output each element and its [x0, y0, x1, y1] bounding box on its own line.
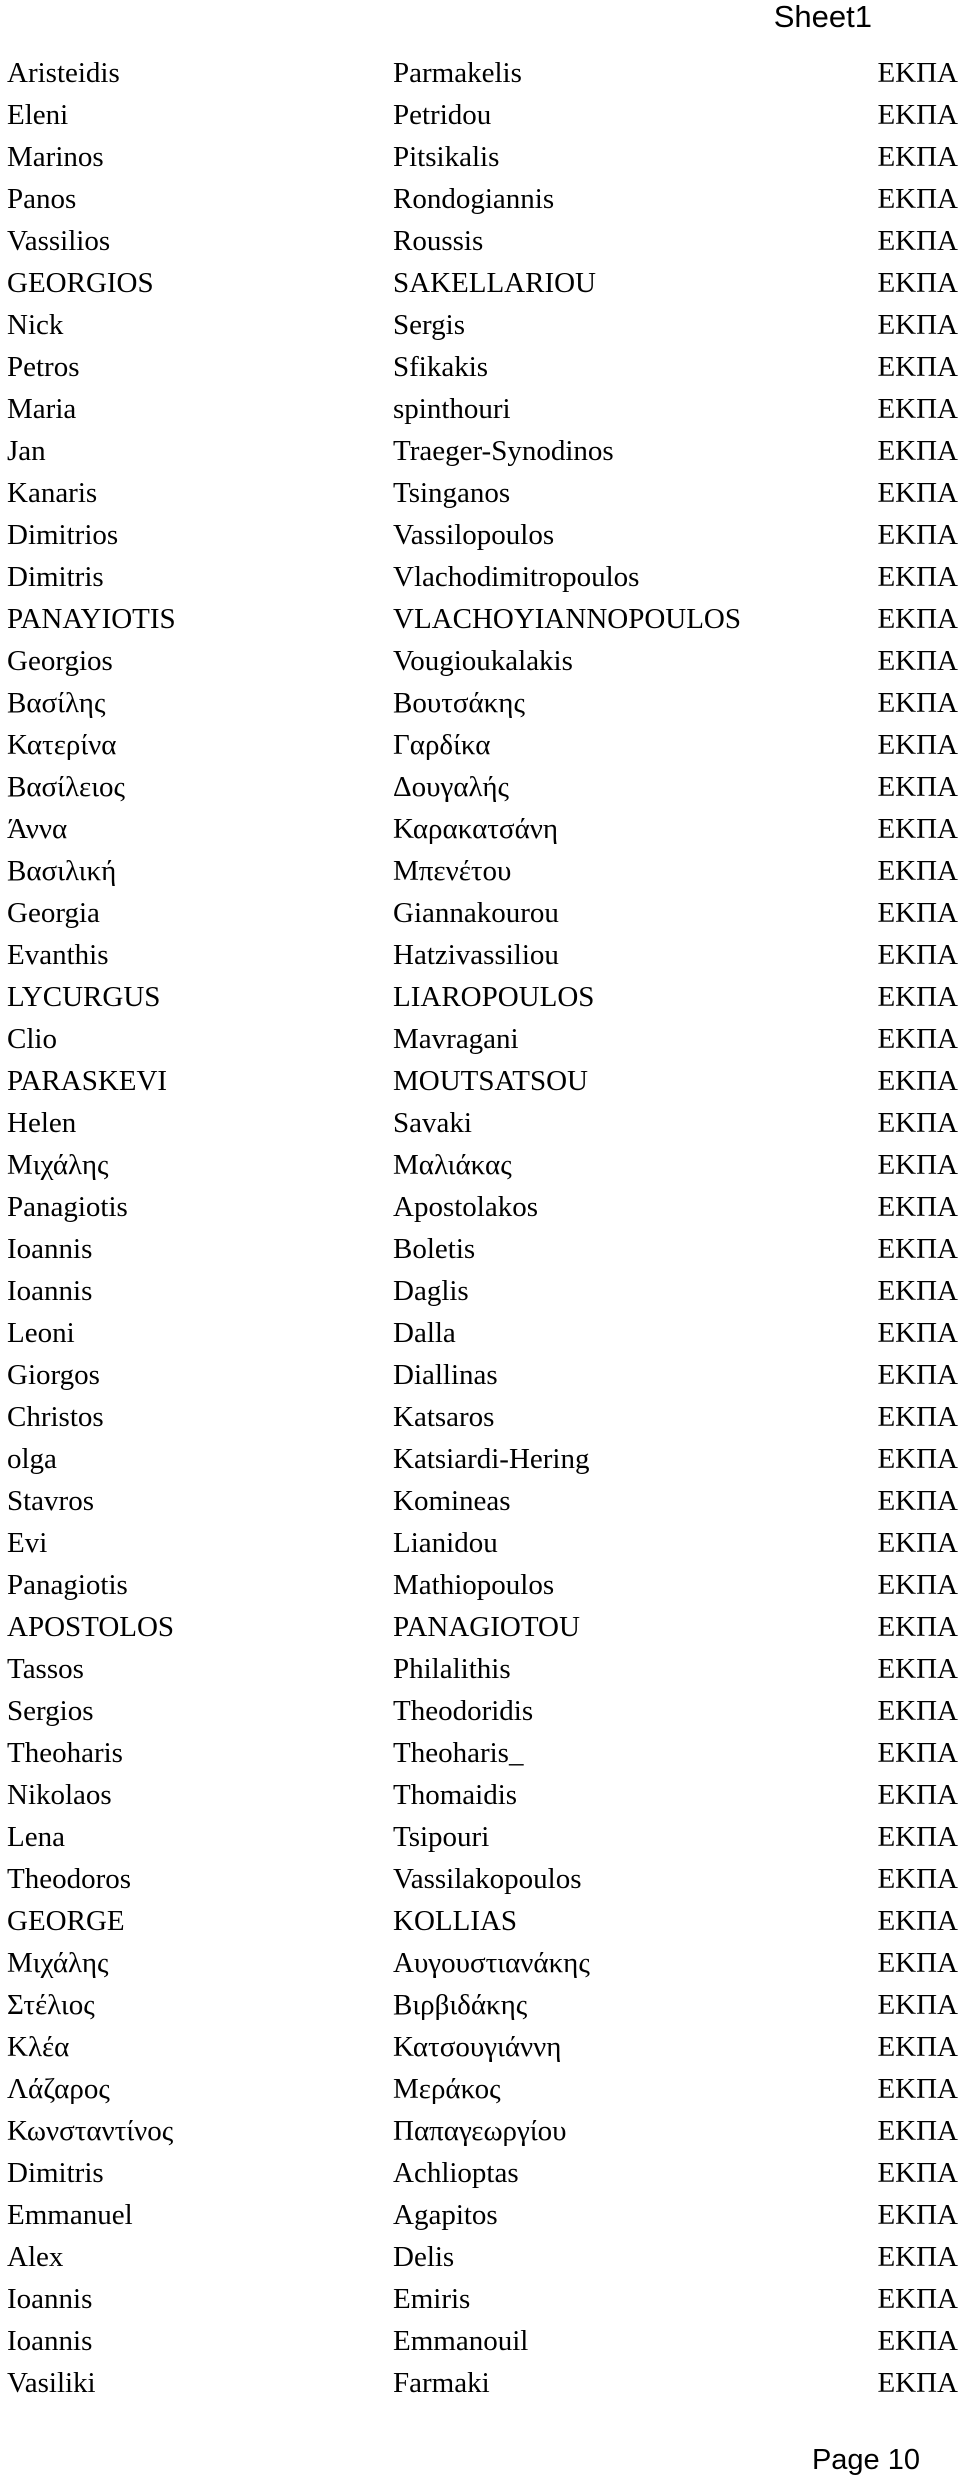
- last-name-cell: Βουτσάκης: [393, 687, 525, 719]
- institution-cell: ΕΚΠΑ: [877, 687, 958, 719]
- institution-cell: ΕΚΠΑ: [877, 1023, 958, 1055]
- institution-cell: ΕΚΠΑ: [877, 1107, 958, 1139]
- first-name-cell: Vasiliki: [7, 2367, 96, 2399]
- last-name-cell: Katsaros: [393, 1401, 495, 1433]
- institution-cell: ΕΚΠΑ: [877, 1359, 958, 1391]
- last-name-cell: Delis: [393, 2241, 455, 2273]
- institution-cell: ΕΚΠΑ: [877, 855, 958, 887]
- last-name-cell: Parmakelis: [393, 57, 522, 89]
- table-row: [7, 2236, 958, 2278]
- institution-cell: ΕΚΠΑ: [877, 1695, 958, 1727]
- last-name-cell: Αυγουστιανάκης: [393, 1947, 590, 1979]
- table-row: [7, 1564, 958, 1606]
- institution-cell: ΕΚΠΑ: [877, 2157, 958, 2189]
- last-name-cell: Sfikakis: [393, 351, 489, 383]
- first-name-cell: PARASKEVI: [7, 1065, 168, 1097]
- first-name-cell: Nick: [7, 309, 64, 341]
- last-name-cell: VLACHOYIANNOPOULOS: [393, 603, 741, 635]
- first-name-cell: Ioannis: [7, 1233, 93, 1265]
- first-name-cell: Μιχάλης: [7, 1947, 109, 1979]
- last-name-cell: Βιρβιδάκης: [393, 1989, 528, 2021]
- table-row: [7, 472, 958, 514]
- institution-cell: ΕΚΠΑ: [877, 267, 958, 299]
- institution-cell: ΕΚΠΑ: [877, 519, 958, 551]
- institution-cell: ΕΚΠΑ: [877, 141, 958, 173]
- first-name-cell: Kanaris: [7, 477, 98, 509]
- first-name-cell: Βασιλική: [7, 855, 117, 887]
- institution-cell: ΕΚΠΑ: [877, 1065, 958, 1097]
- last-name-cell: Emmanouil: [393, 2325, 529, 2357]
- table-row: [7, 1018, 958, 1060]
- last-name-cell: Pitsikalis: [393, 141, 500, 173]
- table-row: [7, 892, 958, 934]
- last-name-cell: spinthouri: [393, 393, 511, 425]
- last-name-cell: Philalithis: [393, 1653, 511, 1685]
- institution-cell: ΕΚΠΑ: [877, 1779, 958, 1811]
- table-row: [7, 1984, 958, 2026]
- last-name-cell: Vougioukalakis: [393, 645, 573, 677]
- first-name-cell: Panos: [7, 183, 77, 215]
- last-name-cell: Boletis: [393, 1233, 476, 1265]
- table-row: [7, 1606, 958, 1648]
- table-row: [7, 1816, 958, 1858]
- last-name-cell: Emiris: [393, 2283, 471, 2315]
- table-row: [7, 1312, 958, 1354]
- last-name-cell: Mathiopoulos: [393, 1569, 555, 1601]
- institution-cell: ΕΚΠΑ: [877, 561, 958, 593]
- table-row: [7, 1732, 958, 1774]
- last-name-cell: Achlioptas: [393, 2157, 519, 2189]
- last-name-cell: Giannakourou: [393, 897, 559, 929]
- table-row: [7, 766, 958, 808]
- last-name-cell: Komineas: [393, 1485, 511, 1517]
- institution-cell: ΕΚΠΑ: [877, 183, 958, 215]
- institution-cell: ΕΚΠΑ: [877, 1863, 958, 1895]
- last-name-cell: Petridou: [393, 99, 492, 131]
- first-name-cell: Sergios: [7, 1695, 94, 1727]
- table-row: [7, 1060, 958, 1102]
- institution-cell: ΕΚΠΑ: [877, 1611, 958, 1643]
- first-name-cell: Evi: [7, 1527, 48, 1559]
- first-name-cell: Evanthis: [7, 939, 109, 971]
- page-number: Page 10: [811, 2444, 920, 2476]
- last-name-cell: Theoharis_: [393, 1737, 524, 1769]
- table-row: [7, 640, 958, 682]
- first-name-cell: APOSTOLOS: [7, 1611, 175, 1643]
- first-name-cell: Leoni: [7, 1317, 75, 1349]
- name-table: [7, 52, 958, 2404]
- last-name-cell: Γαρδίκα: [393, 729, 491, 761]
- last-name-cell: LIAROPOULOS: [393, 981, 595, 1013]
- first-name-cell: Emmanuel: [7, 2199, 133, 2231]
- first-name-cell: Eleni: [7, 99, 69, 131]
- institution-cell: ΕΚΠΑ: [877, 2199, 958, 2231]
- first-name-cell: Jan: [7, 435, 46, 467]
- first-name-cell: Georgia: [7, 897, 100, 929]
- table-row: [7, 514, 958, 556]
- institution-cell: ΕΚΠΑ: [877, 2325, 958, 2357]
- first-name-cell: PANAYIOTIS: [7, 603, 176, 635]
- last-name-cell: Mavragani: [393, 1023, 519, 1055]
- table-row: [7, 1270, 958, 1312]
- first-name-cell: Κωνσταντίνος: [7, 2115, 174, 2147]
- institution-cell: ΕΚΠΑ: [877, 1569, 958, 1601]
- table-row: [7, 388, 958, 430]
- table-row: [7, 1648, 958, 1690]
- first-name-cell: Στέλιος: [7, 1989, 95, 2021]
- first-name-cell: Μιχάλης: [7, 1149, 109, 1181]
- last-name-cell: Farmaki: [393, 2367, 490, 2399]
- institution-cell: ΕΚΠΑ: [877, 1275, 958, 1307]
- table-row: [7, 94, 958, 136]
- table-row: [7, 1900, 958, 1942]
- last-name-cell: Apostolakos: [393, 1191, 538, 1223]
- last-name-cell: Sergis: [393, 309, 465, 341]
- table-row: [7, 52, 958, 94]
- table-row: [7, 1858, 958, 1900]
- first-name-cell: Ioannis: [7, 2325, 93, 2357]
- institution-cell: ΕΚΠΑ: [877, 2367, 958, 2399]
- last-name-cell: Κατσουγιάννη: [393, 2031, 562, 2063]
- first-name-cell: Georgios: [7, 645, 113, 677]
- first-name-cell: Alex: [7, 2241, 64, 2273]
- first-name-cell: Clio: [7, 1023, 57, 1055]
- institution-cell: ΕΚΠΑ: [877, 57, 958, 89]
- institution-cell: ΕΚΠΑ: [877, 897, 958, 929]
- institution-cell: ΕΚΠΑ: [877, 603, 958, 635]
- table-row: [7, 850, 958, 892]
- first-name-cell: Theodoros: [7, 1863, 132, 1895]
- table-row: [7, 2320, 958, 2362]
- table-row: [7, 598, 958, 640]
- last-name-cell: Tsipouri: [393, 1821, 490, 1853]
- table-row: [7, 2110, 958, 2152]
- first-name-cell: Dimitris: [7, 561, 104, 593]
- first-name-cell: GEORGIOS: [7, 267, 154, 299]
- institution-cell: ΕΚΠΑ: [877, 1485, 958, 1517]
- last-name-cell: Dalla: [393, 1317, 456, 1349]
- first-name-cell: Aristeidis: [7, 57, 120, 89]
- last-name-cell: Traeger-Synodinos: [393, 435, 614, 467]
- last-name-cell: KOLLIAS: [393, 1905, 518, 1937]
- table-row: [7, 2194, 958, 2236]
- institution-cell: ΕΚΠΑ: [877, 1905, 958, 1937]
- last-name-cell: Daglis: [393, 1275, 469, 1307]
- first-name-cell: Άννα: [7, 813, 68, 845]
- table-row: [7, 430, 958, 472]
- table-row: [7, 2362, 958, 2404]
- institution-cell: ΕΚΠΑ: [877, 1233, 958, 1265]
- institution-cell: ΕΚΠΑ: [877, 771, 958, 803]
- last-name-cell: Tsinganos: [393, 477, 511, 509]
- first-name-cell: Dimitris: [7, 2157, 104, 2189]
- table-row: [7, 934, 958, 976]
- last-name-cell: Μπενέτου: [393, 855, 512, 887]
- first-name-cell: Λάζαρος: [7, 2073, 110, 2105]
- institution-cell: ΕΚΠΑ: [877, 1653, 958, 1685]
- institution-cell: ΕΚΠΑ: [877, 1149, 958, 1181]
- first-name-cell: Helen: [7, 1107, 77, 1139]
- first-name-cell: Nikolaos: [7, 1779, 112, 1811]
- last-name-cell: Roussis: [393, 225, 484, 257]
- table-row: [7, 1774, 958, 1816]
- institution-cell: ΕΚΠΑ: [877, 309, 958, 341]
- table-row: [7, 1228, 958, 1270]
- table-row: [7, 1186, 958, 1228]
- institution-cell: ΕΚΠΑ: [877, 99, 958, 131]
- table-row: [7, 220, 958, 262]
- first-name-cell: Βασίλειος: [7, 771, 125, 803]
- table-row: [7, 1354, 958, 1396]
- institution-cell: ΕΚΠΑ: [877, 2031, 958, 2063]
- table-row: [7, 178, 958, 220]
- first-name-cell: Christos: [7, 1401, 104, 1433]
- institution-cell: ΕΚΠΑ: [877, 1821, 958, 1853]
- table-row: [7, 1102, 958, 1144]
- institution-cell: ΕΚΠΑ: [877, 981, 958, 1013]
- institution-cell: ΕΚΠΑ: [877, 1401, 958, 1433]
- last-name-cell: MOUTSATSOU: [393, 1065, 588, 1097]
- last-name-cell: PANAGIOTOU: [393, 1611, 580, 1643]
- first-name-cell: Giorgos: [7, 1359, 100, 1391]
- last-name-cell: Δουγαλής: [393, 771, 509, 803]
- institution-cell: ΕΚΠΑ: [877, 1947, 958, 1979]
- last-name-cell: Thomaidis: [393, 1779, 518, 1811]
- table-row: [7, 1144, 958, 1186]
- table-row: [7, 976, 958, 1018]
- institution-cell: ΕΚΠΑ: [877, 393, 958, 425]
- table-row: [7, 136, 958, 178]
- last-name-cell: SAKELLARIOU: [393, 267, 596, 299]
- table-row: [7, 1396, 958, 1438]
- last-name-cell: Vlachodimitropoulos: [393, 561, 640, 593]
- last-name-cell: Μαλιάκας: [393, 1149, 512, 1181]
- institution-cell: ΕΚΠΑ: [877, 1989, 958, 2021]
- table-row: [7, 1942, 958, 1984]
- table-row: [7, 2068, 958, 2110]
- first-name-cell: Dimitrios: [7, 519, 119, 551]
- table-row: [7, 556, 958, 598]
- last-name-cell: Vassilopoulos: [393, 519, 555, 551]
- table-row: [7, 2278, 958, 2320]
- first-name-cell: Κλέα: [7, 2031, 70, 2063]
- first-name-cell: Βασίλης: [7, 687, 106, 719]
- first-name-cell: Κατερίνα: [7, 729, 117, 761]
- institution-cell: ΕΚΠΑ: [877, 2283, 958, 2315]
- table-row: [7, 1480, 958, 1522]
- sheet-title: Sheet1: [773, 0, 872, 34]
- last-name-cell: Μεράκος: [393, 2073, 501, 2105]
- last-name-cell: Vassilakopoulos: [393, 1863, 582, 1895]
- table-row: [7, 1690, 958, 1732]
- first-name-cell: GEORGE: [7, 1905, 125, 1937]
- table-row: [7, 808, 958, 850]
- table-row: [7, 1438, 958, 1480]
- institution-cell: ΕΚΠΑ: [877, 813, 958, 845]
- first-name-cell: olga: [7, 1443, 57, 1475]
- institution-cell: ΕΚΠΑ: [877, 1443, 958, 1475]
- institution-cell: ΕΚΠΑ: [877, 2115, 958, 2147]
- last-name-cell: Lianidou: [393, 1527, 498, 1559]
- table-row: [7, 262, 958, 304]
- institution-cell: ΕΚΠΑ: [877, 1317, 958, 1349]
- institution-cell: ΕΚΠΑ: [877, 729, 958, 761]
- table-row: [7, 346, 958, 388]
- institution-cell: ΕΚΠΑ: [877, 1191, 958, 1223]
- last-name-cell: Καρακατσάνη: [393, 813, 559, 845]
- institution-cell: ΕΚΠΑ: [877, 435, 958, 467]
- first-name-cell: Panagiotis: [7, 1569, 128, 1601]
- first-name-cell: Lena: [7, 1821, 65, 1853]
- first-name-cell: Ioannis: [7, 2283, 93, 2315]
- institution-cell: ΕΚΠΑ: [877, 2073, 958, 2105]
- table-row: [7, 2152, 958, 2194]
- last-name-cell: Agapitos: [393, 2199, 498, 2231]
- last-name-cell: Diallinas: [393, 1359, 498, 1391]
- last-name-cell: Theodoridis: [393, 1695, 534, 1727]
- table-row: [7, 724, 958, 766]
- first-name-cell: LYCURGUS: [7, 981, 161, 1013]
- institution-cell: ΕΚΠΑ: [877, 1527, 958, 1559]
- first-name-cell: Theoharis: [7, 1737, 123, 1769]
- last-name-cell: Katsiardi-Hering: [393, 1443, 590, 1475]
- first-name-cell: Panagiotis: [7, 1191, 128, 1223]
- last-name-cell: Παπαγεωργίου: [393, 2115, 567, 2147]
- last-name-cell: Savaki: [393, 1107, 472, 1139]
- last-name-cell: Rondogiannis: [393, 183, 555, 215]
- first-name-cell: Stavros: [7, 1485, 94, 1517]
- first-name-cell: Ioannis: [7, 1275, 93, 1307]
- table-row: [7, 682, 958, 724]
- institution-cell: ΕΚΠΑ: [877, 351, 958, 383]
- last-name-cell: Hatzivassiliou: [393, 939, 559, 971]
- first-name-cell: Tassos: [7, 1653, 84, 1685]
- institution-cell: ΕΚΠΑ: [877, 477, 958, 509]
- first-name-cell: Maria: [7, 393, 77, 425]
- table-row: [7, 1522, 958, 1564]
- institution-cell: ΕΚΠΑ: [877, 645, 958, 677]
- first-name-cell: Vassilios: [7, 225, 111, 257]
- first-name-cell: Petros: [7, 351, 80, 383]
- institution-cell: ΕΚΠΑ: [877, 225, 958, 257]
- first-name-cell: Marinos: [7, 141, 104, 173]
- institution-cell: ΕΚΠΑ: [877, 939, 958, 971]
- table-row: [7, 2026, 958, 2068]
- institution-cell: ΕΚΠΑ: [877, 2241, 958, 2273]
- table-row: [7, 304, 958, 346]
- institution-cell: ΕΚΠΑ: [877, 1737, 958, 1769]
